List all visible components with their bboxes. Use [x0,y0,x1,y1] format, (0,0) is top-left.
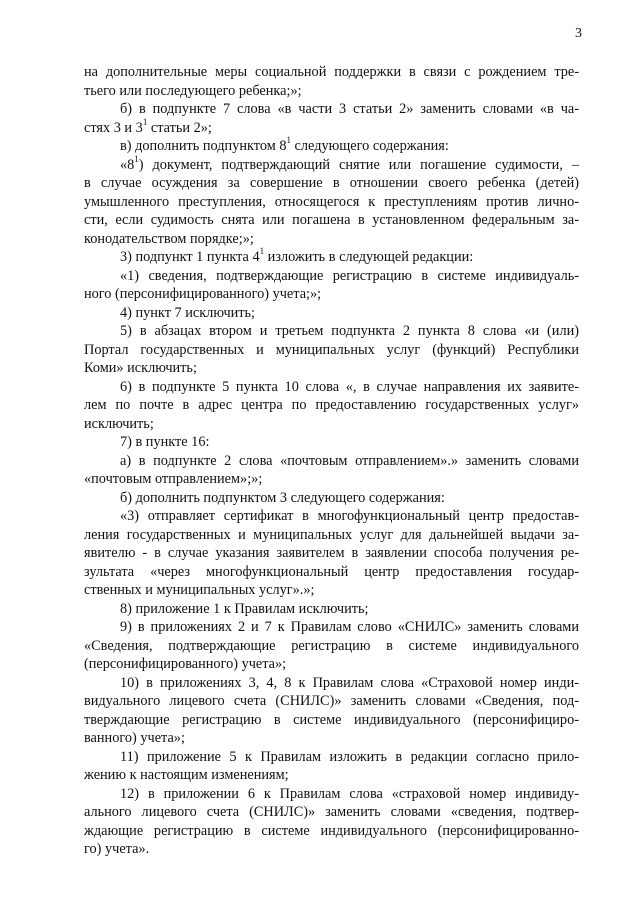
paragraph [84,248,579,267]
text-line: 10) в приложениях 3, 4, 8 к Правилам слова «Страховой номер инди- [120,674,579,691]
paragraph [84,785,579,859]
paragraph [84,433,579,452]
text-line: исключить; [84,415,154,432]
text-line: тьего или последующего ребенка;»; [84,82,302,99]
text-line: ного (персонифицированного) учета;»; [84,286,322,302]
text-line: 3) подпункт 1 пункта $4^1$ изложить в следующей редакции: [120,246,474,265]
paragraph [84,100,579,137]
paragraph [84,153,579,249]
text-line: ального лицевого счета (СНИЛС)» заменить словами «сведения, подтвер- [84,804,579,820]
text-line: б) в подпункте 7 слова «в части 3 статьи 2» заменить словами «в ча- [120,101,579,117]
text-line: явителю - в случае указания заявителем в заявлении способа получения ре- [84,545,579,561]
paragraph [84,600,579,619]
paragraph [84,378,579,434]
text-line: умышленного преступления, относящегося к преступлениям против лично- [84,193,579,210]
text-line: видуального лицевого счета (СНИЛС)» заменить словами «Сведения, под- [84,693,579,709]
paragraph [84,63,579,100]
paragraph [84,322,579,378]
text-line: в) дополнить подпунктом $8^1$ следующего содержания: [120,135,449,154]
text-line: в случае осуждения за совершение в отношении своего ребенка (детей) [84,175,579,191]
text-line: зультата «через многофункциональный центр предоставления государ- [84,563,579,580]
text-line: 11) приложение 5 к Правилам изложить в редакции согласно прило- [120,748,579,765]
text-line: 4) пункт 7 исключить; [120,304,256,321]
text-line: «3) отправляет сертификат в многофункциональный центр предостав- [120,508,579,524]
text-line: 8) приложение 1 к Правилам исключить; [120,600,369,617]
text-line: 12) в приложении 6 к Правилам слова «страховой номер индивиду- [120,785,579,802]
paragraph [84,748,579,785]
paragraph [84,137,579,156]
text-line: 5) в абзацах втором и третьем подпункта 2 пункта 8 слова «и (или) [120,323,579,339]
text-line: лем по почте в адрес центра по предоставлению государственных услуг» [84,397,579,413]
text-line: тверждающие регистрацию в системе индивидуального (персонифициро- [84,711,579,728]
text-line: 6) в подпункте 5 пункта 10 слова «, в случае направления их заявите- [120,378,579,395]
paragraph [84,507,579,600]
text-line: «Сведения, подтверждающие регистрацию в системе индивидуального [84,637,579,654]
document-body [84,63,579,859]
text-line: «почтовым отправлением»;»; [84,471,263,487]
text-line: стях 3 и $3^1$ статьи 2»; [84,116,212,136]
text-line: на дополнительные меры социальной поддержки в связи с рождением тре- [84,64,579,80]
text-line: ления государственных и муниципальных услуг для дальнейшей выдачи за- [84,526,579,543]
text-line: 9) в приложениях 2 и 7 к Правилам слово «СНИЛС» заменить словами [120,619,579,635]
text-line: ванного) учета»; [84,730,185,746]
page-number: 3 [575,26,582,41]
text-line: конодательством порядке;»; [84,230,254,247]
text-line: (персонифицированного) учета»; [84,656,287,672]
text-line: ждающие регистрацию в системе индивидуального (персонифицированно- [84,822,579,839]
text-line: го) учета». [84,841,150,857]
paragraph [84,452,579,489]
text-line: ственных и муниципальных услуг».»; [84,582,315,598]
paragraph [84,304,579,323]
paragraph [84,674,579,748]
paragraph [84,489,579,508]
text-line: сти, если судимость снята или погашена в установленном федеральным за- [84,212,579,228]
text-line: б) дополнить подпунктом 3 следующего содержания: [120,489,445,506]
paragraph [84,618,579,674]
text-line: 7) в пункте 16: [120,434,210,450]
text-line: жению к настоящим изменениям; [84,767,289,783]
paragraph [84,267,579,304]
text-line: Коми» исключить; [84,360,197,376]
text-line: «$8^1$) документ, подтверждающий снятие или погашение судимости, – [120,153,579,173]
text-line: Портал государственных и муниципальных услуг (функций) Республики [84,341,579,358]
text-line: «1) сведения, подтверждающие регистрацию в системе индивидуаль- [120,267,579,284]
text-line: а) в подпункте 2 слова «почтовым отправлением».» заменить словами [120,452,579,469]
